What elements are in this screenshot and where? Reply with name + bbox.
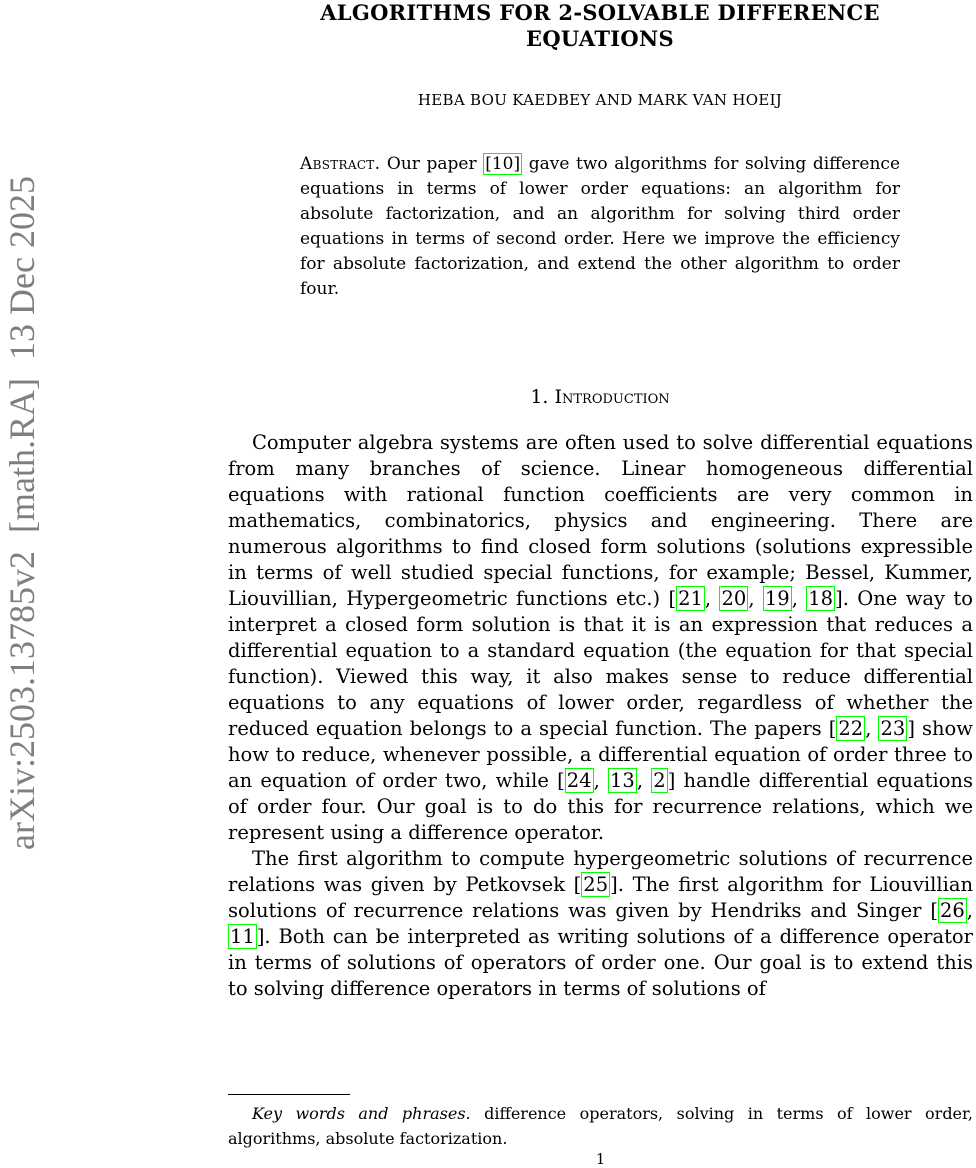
section-heading <box>228 386 972 408</box>
citation-link[interactable]: 26 <box>939 899 965 922</box>
text-run: , <box>636 769 652 792</box>
paragraph-2 <box>228 846 973 1002</box>
citation-link[interactable]: 2 <box>653 769 666 792</box>
citation-link[interactable]: 24 <box>566 769 592 792</box>
footnote-rule <box>228 1094 350 1095</box>
page-number: 1 <box>595 1150 606 1168</box>
text-run: ]. One way to interpret a closed form solution is that it is an expression that reduces a differential equation to a standard equation (the equation for that special function). Viewed this way, it also makes sense to reduce differential equations to any equations of lower order, regardless of whether the reduced equation belongs to a special function. The papers [ <box>228 587 973 740</box>
citation-link[interactable]: 11 <box>230 925 255 948</box>
title-line-1: ALGORITHMS FOR 2-SOLVABLE DIFFERENCE <box>320 0 880 25</box>
abstract-label: Abstract. <box>300 154 381 174</box>
citation-link[interactable]: 20 <box>721 587 747 610</box>
footnote-keywords <box>228 1101 973 1151</box>
abstract-text-1: Our paper <box>380 154 484 174</box>
text-run: ]. The first algorithm for Liouvillian solutions of recurrence relations was given by Hendriks and Singer [ <box>228 873 974 922</box>
citation-link[interactable]: 21 <box>678 587 703 610</box>
citation-link[interactable]: 19 <box>764 587 790 610</box>
abstract <box>300 152 900 302</box>
paragraph-1 <box>228 430 973 846</box>
citation-link[interactable]: 23 <box>880 717 906 740</box>
text-run: , <box>791 587 807 610</box>
footnote <box>228 1101 973 1151</box>
citation-link[interactable]: 22 <box>838 717 864 740</box>
citation-link[interactable]: 18 <box>808 587 834 610</box>
footnote-text: difference operators, solving in terms of lower order, algorithms, absolute factorization. <box>228 1104 974 1148</box>
text-run: , <box>593 769 609 792</box>
text-run: Computer algebra systems are often used to solve differential equations from many branches of science. Linear homogeneous differential equations with rational function coefficients are very common in mathematics, combinatorics, physics and engineering. There are numerous algorithms to find closed form solutions (solutions expressible in terms of well studied special functions, for example; Bessel, Kummer, Liouvillian, Hypergeometric functions etc.) [ <box>228 431 973 610</box>
arxiv-identifier-stamp: arXiv:2503.13785v2 [math.RA] 13 Dec 2025 <box>2 176 42 850</box>
section-title: Introduction <box>554 386 670 408</box>
text-run: ]. Both can be interpreted as writing solutions of a difference operator in terms of solutions of operators of order one. Our goal is to extend this to solving difference operators in terms of solutions of <box>228 925 973 1000</box>
title-line-2: EQUATIONS <box>526 26 674 51</box>
text-run: The first algorithm to compute hypergeometric solutions of recurrence relations was given by Petkovsek [ <box>228 847 973 896</box>
abstract-text-2: gave two algorithms for solving difference equations in terms of lower order equations: an algorithm for absolute factorization, and an algorithm for solving third order equations in terms of second order. Here we improve the efficiency for absolute factorization, and extend the other algorithm to order four. <box>300 154 900 299</box>
body-text <box>228 430 973 1002</box>
text-run: , <box>704 587 720 610</box>
citation-link[interactable]: 13 <box>610 769 635 792</box>
text-run: , <box>865 717 879 740</box>
authors: HEBA BOU KAEDBEY AND MARK VAN HOEIJ <box>417 91 783 109</box>
section-number: 1. <box>530 386 549 408</box>
text-run: ] show how to reduce, whenever possible, a differential equation of order three to an equation of order two, while [ <box>228 717 973 792</box>
citation-link[interactable]: 25 <box>583 873 609 896</box>
text-run: ] handle differential equations of order four. Our goal is to do this for recurrence relations, which we represent using a difference operator. <box>228 769 973 844</box>
citation-link[interactable]: [10] <box>485 154 521 174</box>
paper-title <box>228 0 972 52</box>
text-run: , <box>966 899 973 922</box>
text-run: , <box>748 587 763 610</box>
footnote-lead: Key words and phrases. <box>252 1104 471 1123</box>
